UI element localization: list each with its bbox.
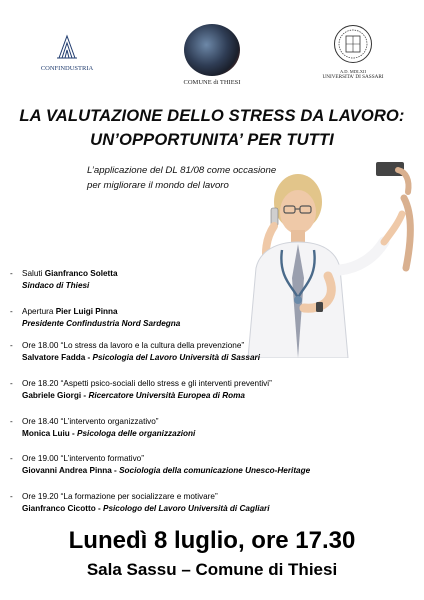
speaker-role: Presidente Confindustria Nord Sardegna [22, 318, 181, 328]
event-place: Sala Sassu – Comune di Thiesi [86, 560, 338, 579]
talk-title: Ore 19.20 “La formazione per socializzare e motivare” [22, 492, 218, 501]
confindustria-emblem-icon [56, 34, 78, 60]
woman-multitasking-photo [208, 158, 424, 358]
title-line-2: UN’OPPORTUNITA’ PER TUTTI [90, 130, 334, 149]
confindustria-logo [32, 34, 102, 72]
title-line-1: LA VALUTAZIONE DELLO STRESS DA LAVORO: [19, 106, 405, 125]
speaker-role: Sindaco di Thiesi [22, 280, 90, 290]
comune-logo [177, 24, 247, 86]
subtitle-line-2: per migliorare il mondo del lavoro [87, 180, 229, 191]
speaker-role: Psicologa delle organizzazioni [77, 428, 196, 438]
speaker-name: Gabriele Giorgi [22, 390, 82, 400]
subtitle-line-1: L’applicazione del DL 81/08 come occasione [87, 165, 277, 176]
speaker-role: Sociologia della comunicazione Unesco-Heritage [119, 465, 311, 475]
speaker-name: Salvatore Fadda [22, 352, 86, 362]
speaker-name: Giovanni Andrea Pinna [22, 465, 112, 475]
talk-title: Ore 18.40 “L’intervento organizzativo” [22, 417, 159, 426]
university-seal-icon [333, 24, 373, 64]
speaker-role: Psicologia del Lavoro Università di Sassari [92, 352, 260, 362]
speaker-name: Monica Luiu [22, 428, 70, 438]
universita-motto: A.D. MDLXII [339, 69, 367, 74]
speaker-name: Gianfranco Cicotto [22, 503, 96, 513]
talk-title: Ore 18.00 “Lo stress da lavoro e la cultura della prevenzione” [22, 341, 245, 350]
confindustria-label: CONFINDUSTRIA [40, 65, 94, 72]
speaker-role: Ricercatore Università Europea di Roma [88, 390, 245, 400]
universita-label: UNIVERSITA' DI SASSARI [322, 74, 384, 80]
universita-logo [318, 24, 388, 80]
comune-label: COMUNE di THIESI [183, 79, 241, 86]
speaker-name: Pier Luigi Pinna [55, 307, 118, 316]
talk-title: Ore 18.20 “Aspetti psico-sociali dello stress e gli interventi preventivi” [22, 379, 272, 388]
speaker-name: Gianfranco Soletta [44, 269, 118, 278]
speaker-role: Psicologo del Lavoro Università di Cagliari [102, 503, 270, 513]
comune-photo [184, 24, 240, 76]
talk-title: Ore 19.00 “L’intervento formativo” [22, 454, 144, 463]
event-date: Lunedì 8 luglio, ore 17.30 [68, 527, 356, 554]
